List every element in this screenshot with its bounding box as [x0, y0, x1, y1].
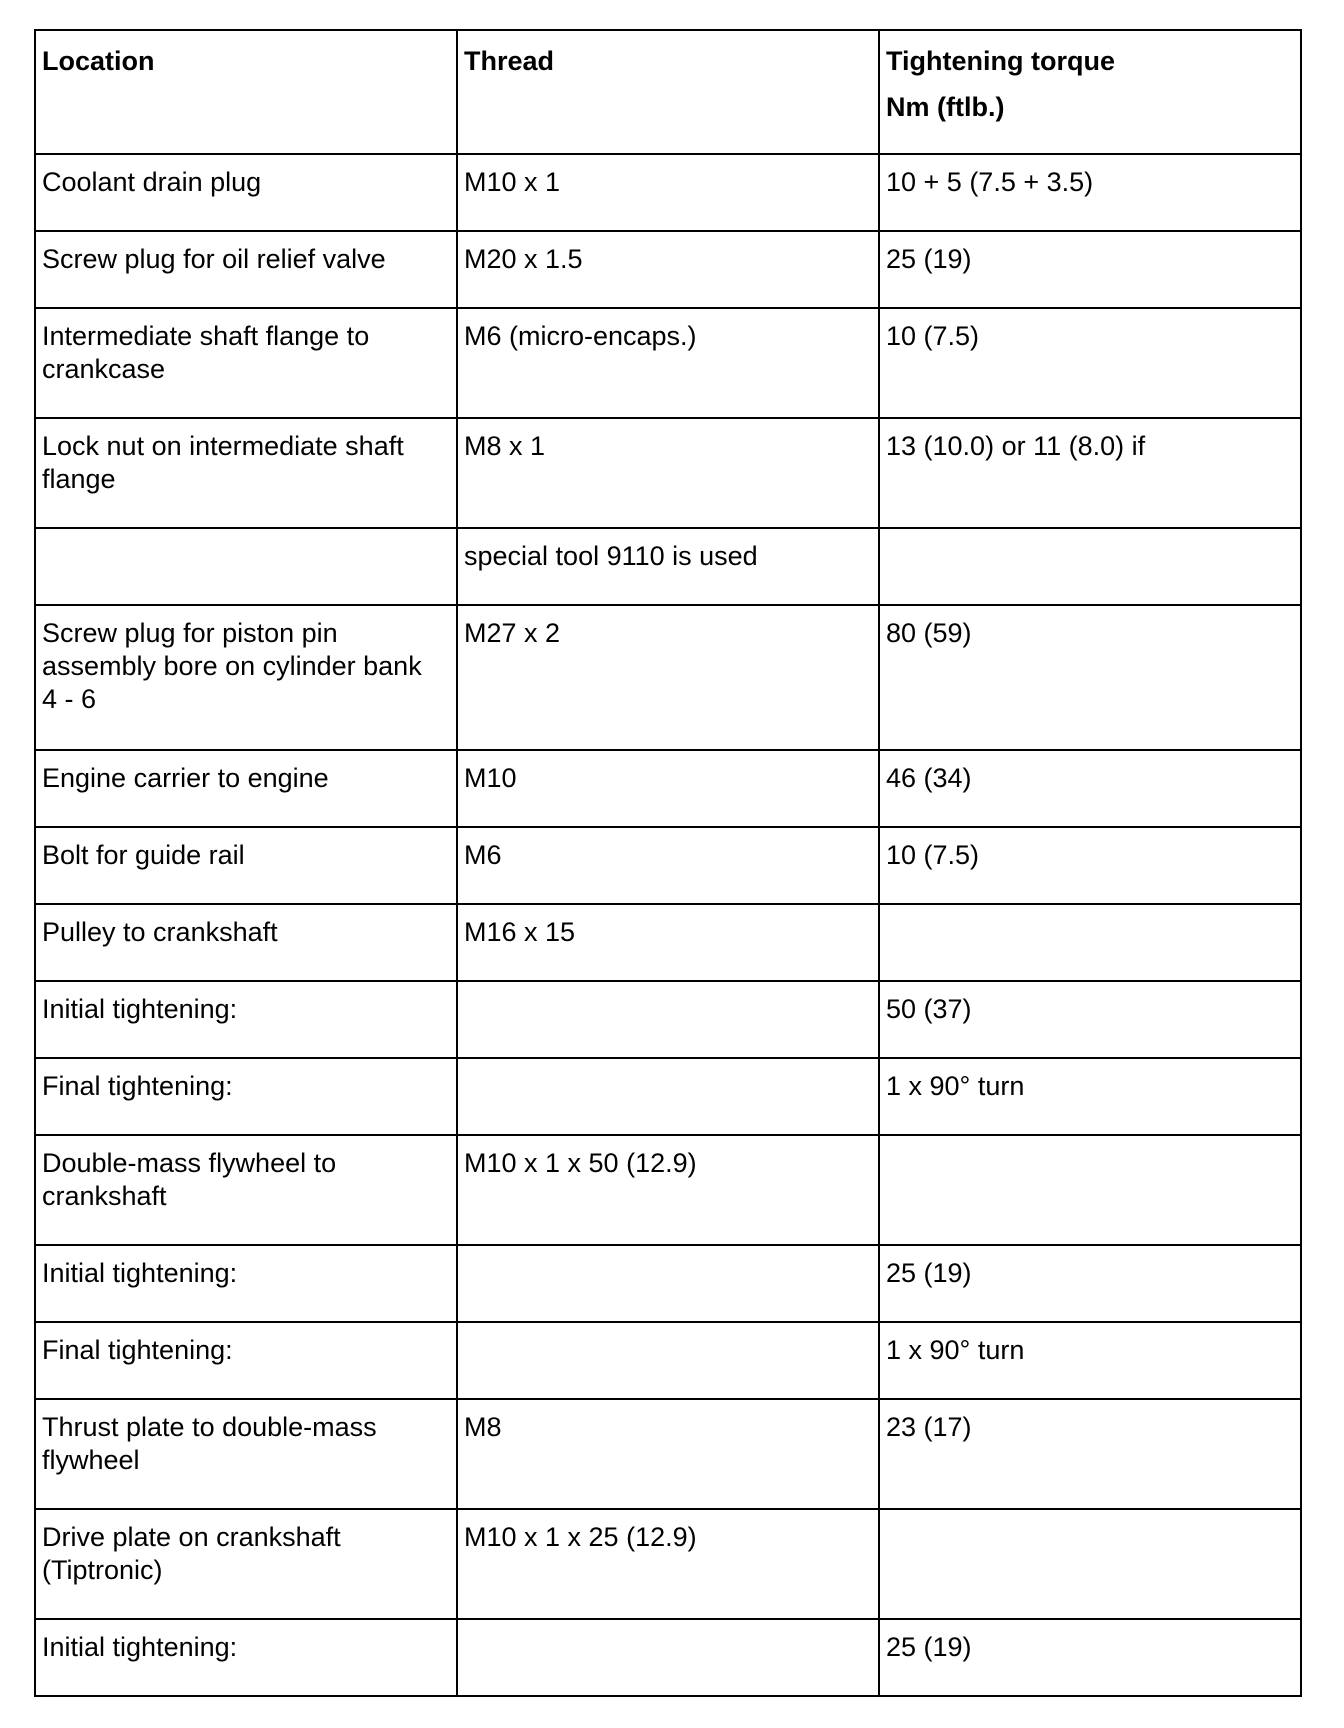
cell-location: Final tightening: — [35, 1058, 457, 1135]
cell-thread — [457, 1322, 879, 1399]
cell-torque — [879, 1135, 1301, 1245]
table-row — [35, 418, 1301, 528]
table-row — [35, 827, 1301, 904]
table-header-row — [35, 30, 1301, 154]
table-row — [35, 750, 1301, 827]
cell-torque: 46 (34) — [879, 750, 1301, 827]
cell-torque — [879, 904, 1301, 981]
cell-torque: 25 (19) — [879, 1245, 1301, 1322]
header-thread: Thread — [457, 30, 879, 154]
cell-location: Initial tightening: — [35, 1619, 457, 1696]
cell-thread: M20 x 1.5 — [457, 231, 879, 308]
cell-location: Screw plug for piston pin assembly bore on cylinder bank 4 - 6 — [35, 605, 457, 750]
torque-spec-table — [34, 29, 1302, 1697]
cell-thread: M6 (micro-encaps.) — [457, 308, 879, 418]
cell-thread: M10 x 1 x 25 (12.9) — [457, 1509, 879, 1619]
cell-thread: M10 — [457, 750, 879, 827]
table-row — [35, 154, 1301, 231]
cell-torque: 25 (19) — [879, 231, 1301, 308]
cell-location — [35, 528, 457, 605]
cell-torque: 80 (59) — [879, 605, 1301, 750]
cell-location: Pulley to crankshaft — [35, 904, 457, 981]
cell-torque: 1 x 90° turn — [879, 1058, 1301, 1135]
table-row — [35, 528, 1301, 605]
table-row — [35, 308, 1301, 418]
cell-location: Double-mass flywheel to crankshaft — [35, 1135, 457, 1245]
cell-location: Final tightening: — [35, 1322, 457, 1399]
table-row — [35, 1058, 1301, 1135]
cell-location: Screw plug for oil relief valve — [35, 231, 457, 308]
table-row — [35, 1399, 1301, 1509]
cell-torque: 10 + 5 (7.5 + 3.5) — [879, 154, 1301, 231]
cell-torque: 25 (19) — [879, 1619, 1301, 1696]
cell-thread — [457, 1619, 879, 1696]
cell-torque: 1 x 90° turn — [879, 1322, 1301, 1399]
cell-torque: 10 (7.5) — [879, 827, 1301, 904]
table-row — [35, 1322, 1301, 1399]
cell-torque: 23 (17) — [879, 1399, 1301, 1509]
cell-thread: M8 x 1 — [457, 418, 879, 528]
table-row — [35, 1245, 1301, 1322]
cell-location: Lock nut on intermediate shaft flange — [35, 418, 457, 528]
table-row — [35, 1509, 1301, 1619]
cell-torque: 13 (10.0) or 11 (8.0) if — [879, 418, 1301, 528]
cell-torque — [879, 1509, 1301, 1619]
table-row — [35, 1135, 1301, 1245]
cell-thread: special tool 9110 is used — [457, 528, 879, 605]
cell-location: Initial tightening: — [35, 1245, 457, 1322]
cell-location: Bolt for guide rail — [35, 827, 457, 904]
table-row — [35, 231, 1301, 308]
cell-thread: M6 — [457, 827, 879, 904]
header-location: Location — [35, 30, 457, 154]
table-row — [35, 1619, 1301, 1696]
cell-thread: M8 — [457, 1399, 879, 1509]
table-row — [35, 904, 1301, 981]
header-torque — [879, 30, 1301, 154]
cell-thread — [457, 1245, 879, 1322]
cell-location: Intermediate shaft flange to crankcase — [35, 308, 457, 418]
cell-thread — [457, 981, 879, 1058]
cell-thread: M27 x 2 — [457, 605, 879, 750]
table-row — [35, 605, 1301, 750]
cell-torque — [879, 528, 1301, 605]
cell-location: Drive plate on crankshaft (Tiptronic) — [35, 1509, 457, 1619]
cell-location: Thrust plate to double-mass flywheel — [35, 1399, 457, 1509]
table-row — [35, 981, 1301, 1058]
cell-torque: 10 (7.5) — [879, 308, 1301, 418]
cell-location: Engine carrier to engine — [35, 750, 457, 827]
header-torque-line2: Nm (ftlb.) — [886, 92, 1005, 122]
cell-thread: M10 x 1 — [457, 154, 879, 231]
cell-thread: M10 x 1 x 50 (12.9) — [457, 1135, 879, 1245]
cell-torque: 50 (37) — [879, 981, 1301, 1058]
cell-location: Initial tightening: — [35, 981, 457, 1058]
cell-thread — [457, 1058, 879, 1135]
cell-thread: M16 x 15 — [457, 904, 879, 981]
header-torque-line1: Tightening torque — [886, 46, 1115, 76]
cell-location: Coolant drain plug — [35, 154, 457, 231]
